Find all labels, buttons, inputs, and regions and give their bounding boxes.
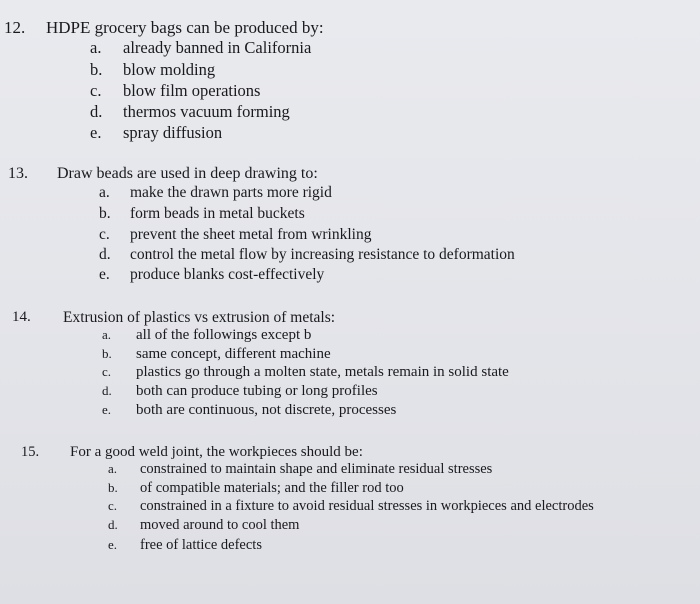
option-text: already banned in California bbox=[123, 38, 312, 57]
option-label: c. bbox=[99, 226, 110, 243]
option-label: b. bbox=[108, 480, 118, 495]
option-label: b. bbox=[102, 346, 112, 361]
option-label: c. bbox=[90, 81, 102, 100]
option-text: constrained to maintain shape and eliminate residual stresses bbox=[140, 461, 493, 477]
option-text: spray diffusion bbox=[123, 123, 223, 142]
question-number: 14. bbox=[12, 309, 31, 325]
option-text: plastics go through a molten state, metals remain in solid state bbox=[136, 364, 509, 380]
option-label: d. bbox=[108, 517, 118, 532]
option-label: e. bbox=[99, 266, 110, 283]
option-label: a. bbox=[90, 38, 102, 57]
option-label: e. bbox=[90, 123, 102, 142]
option-label: a. bbox=[99, 184, 110, 201]
option-text: of compatible materials; and the filler rod too bbox=[140, 480, 404, 496]
option-label: b. bbox=[99, 205, 111, 222]
option-text: blow film operations bbox=[123, 81, 261, 100]
question-number: 12. bbox=[4, 18, 26, 37]
question-text: Extrusion of plastics vs extrusion of metals: bbox=[63, 309, 336, 326]
option-text: all of the followings except b bbox=[136, 327, 312, 343]
question-text: Draw beads are used in deep drawing to: bbox=[57, 165, 318, 182]
question-number: 13. bbox=[8, 165, 28, 182]
question-text: HDPE grocery bags can be produced by: bbox=[46, 18, 324, 37]
option-label: d. bbox=[99, 246, 111, 263]
option-text: form beads in metal buckets bbox=[130, 205, 305, 222]
option-text: both are continuous, not discrete, processes bbox=[136, 402, 397, 418]
option-text: moved around to cool them bbox=[140, 517, 300, 533]
option-label: a. bbox=[102, 327, 112, 342]
option-label: c. bbox=[108, 498, 118, 513]
option-text: make the drawn parts more rigid bbox=[130, 184, 332, 201]
option-text: constrained in a fixture to avoid residual stresses in workpieces and electrodes bbox=[140, 498, 594, 514]
option-label: e. bbox=[108, 537, 118, 552]
option-label: c. bbox=[102, 364, 112, 379]
option-text: control the metal flow by increasing resistance to deformation bbox=[130, 246, 515, 263]
question-text: For a good weld joint, the workpieces should be: bbox=[70, 444, 363, 460]
option-text: both can produce tubing or long profiles bbox=[136, 383, 378, 399]
option-label: d. bbox=[90, 102, 103, 121]
option-label: b. bbox=[90, 60, 103, 79]
option-text: free of lattice defects bbox=[140, 537, 262, 553]
option-text: same concept, different machine bbox=[136, 346, 331, 362]
option-text: produce blanks cost-effectively bbox=[130, 266, 325, 283]
question-number: 15. bbox=[21, 444, 40, 460]
option-label: a. bbox=[108, 461, 118, 476]
option-text: blow molding bbox=[123, 60, 216, 79]
option-label: e. bbox=[102, 402, 112, 417]
option-text: thermos vacuum forming bbox=[123, 102, 290, 121]
option-text: prevent the sheet metal from wrinkling bbox=[130, 226, 372, 243]
option-label: d. bbox=[102, 383, 112, 398]
